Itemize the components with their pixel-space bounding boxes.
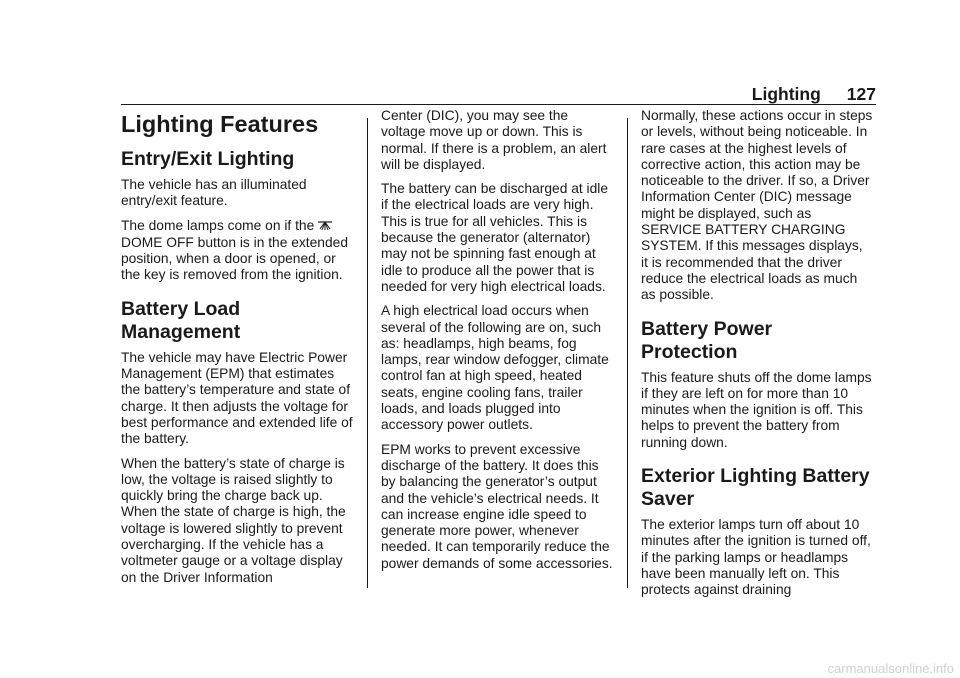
column-3	[641, 108, 873, 607]
paragraph-dome-off	[121, 218, 353, 284]
section-title: Lighting	[751, 84, 821, 104]
column-1	[121, 108, 353, 594]
column-divider-2	[627, 118, 628, 588]
watermark: carmanualsonline.info	[827, 661, 954, 676]
paragraph: When the battery’s state of charge is low, the voltage is raised slightly to quickly bring the charge back up. When the state of charge is high, the voltage is lowered slightly to prevent overcharging. If the vehicle has a voltmeter gauge or a voltage display on the Driver Information	[121, 455, 346, 585]
paragraph: The vehicle has an illuminated entry/exit feature.	[121, 177, 307, 209]
paragraph-text: DOME OFF button is in the extended position, when a door is opened, or the key is removed from the ignition.	[121, 234, 348, 283]
entry-exit-lighting-heading: Entry/Exit Lighting	[121, 148, 295, 170]
paragraph: EPM works to prevent excessive discharge of the battery. It does this by balancing the generator’s output and the vehicle’s electrical needs. It can increase engine idle speed to generate more power, whenever needed. It can temporarily reduce the power demands of some accessories.	[381, 441, 613, 571]
battery-load-management-heading: Battery Load Management	[121, 297, 241, 343]
dome-lamp-icon	[317, 219, 333, 235]
paragraph: Normally, these actions occur in steps or levels, without being noticeable. In rare cases at the highest levels of corrective action, this action may be noticeable to the driver. If so, a Driver Information Center (DIC) message might be displayed, such as SERVICE BATTERY CHARGING SYSTEM. If this messages displays, it is recommended that the driver reduce the electrical loads as much as possible.	[641, 108, 873, 303]
paragraph: The battery can be discharged at idle if the electrical loads are very high. This is true for all vehicles. This is because the generator (alternator) may not be spinning fast enough at idle to produce all the power that is needed for very high electrical loads.	[381, 181, 609, 294]
paragraph: The vehicle may have Electric Power Management (EPM) that estimates the battery’s temperature and state of charge. It then adjusts the voltage for best performance and extended life of the battery.	[121, 349, 353, 447]
paragraph: This feature shuts off the dome lamps if they are left on for more than 10 minutes when the ignition is off. This helps to prevent the battery from running down.	[641, 369, 872, 450]
column-2	[381, 108, 613, 580]
paragraph: A high electrical load occurs when several of the following are on, such as: headlamps, high beams, fog lamps, rear window defogger, climate control fan at high speed, heated seats, engine cooling fans, trailer loads, and loads plugged into accessory power outlets.	[381, 303, 609, 433]
page-number: 127	[846, 84, 876, 104]
lighting-features-heading: Lighting Features	[121, 111, 319, 137]
paragraph: The exterior lamps turn off about 10 minutes after the ignition is turned off, if the parking lamps or headlamps have been manually left on. This protects against draining	[641, 517, 871, 598]
paragraph-text: The dome lamps come on if the	[121, 217, 315, 233]
page-header	[752, 84, 876, 105]
battery-power-protection-heading: Battery Power Protection	[641, 317, 773, 363]
paragraph: Center (DIC), you may see the voltage move up or down. This is normal. If there is a problem, an alert will be displayed.	[381, 108, 607, 172]
column-divider-1	[367, 118, 368, 588]
exterior-lighting-battery-saver-heading: Exterior Lighting Battery Saver	[641, 465, 870, 511]
header-rule	[121, 104, 876, 105]
